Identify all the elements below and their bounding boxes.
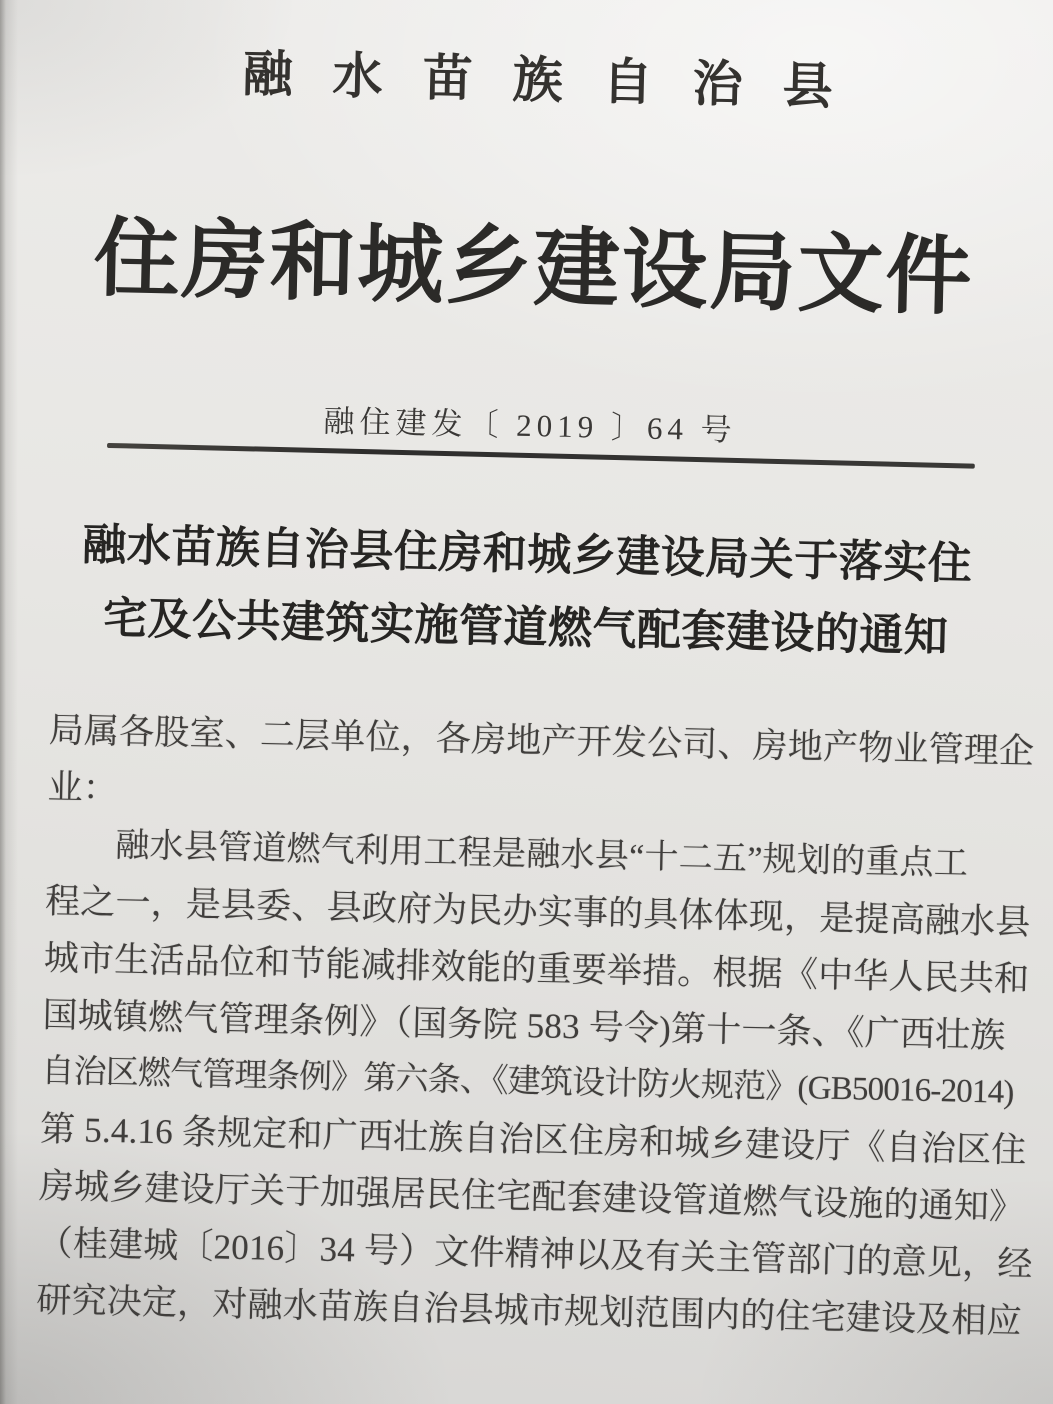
body-line: 研究决定，对融水苗族自治县城市规划范围内的住宅建设及相应 xyxy=(35,1280,1023,1341)
body-line: 程之一，是县委、县政府为民办实事的具体体现，是提高融水县 xyxy=(44,881,1031,943)
body-line: （桂建城〔2016〕34 号）文件精神以及有关主管部门的意见，经 xyxy=(37,1223,1033,1285)
body-line: 融水县管道燃气利用工程是融水县“十二五”规划的重点工 xyxy=(114,827,969,883)
notice-title-line-1: 融水苗族自治县住房和城乡建设局关于落实住 xyxy=(81,520,973,589)
body-line: 国城镇燃气管理条例》（国务院 583 号令)第十一条、《广西壮族 xyxy=(42,995,1006,1056)
body-line: 自治区燃气管理条例》第六条、《建筑设计防火规范》(GB50016-2014) xyxy=(40,1053,1014,1111)
notice-title-line-2: 宅及公共建筑实施管道燃气配套建设的通知 xyxy=(102,593,949,662)
document-number: 融住建发〔 2019 〕64 号 xyxy=(323,403,738,448)
body-text xyxy=(35,702,1035,1349)
body-line: 城市生活品位和节能减排效能的重要举措。根据《中华人民共和 xyxy=(43,938,1030,1000)
notice-title xyxy=(0,507,1053,676)
salutation-line: 业： xyxy=(47,767,119,809)
body-line: 第 5.4.16 条规定和广西壮族自治区住房和城乡建设厅《自治区住 xyxy=(39,1109,1027,1171)
bureau-document-banner: 住房和城乡建设局文件 xyxy=(92,210,975,326)
county-name-heading: 融水苗族自治县 xyxy=(242,45,874,116)
salutation-line: 局属各股室、二层单位，各房地产开发公司、房地产物业管理企 xyxy=(48,710,1035,772)
body-line: 房城乡建设厅关于加强居民住宅配套建设管道燃气设施的通知》 xyxy=(38,1166,1025,1228)
